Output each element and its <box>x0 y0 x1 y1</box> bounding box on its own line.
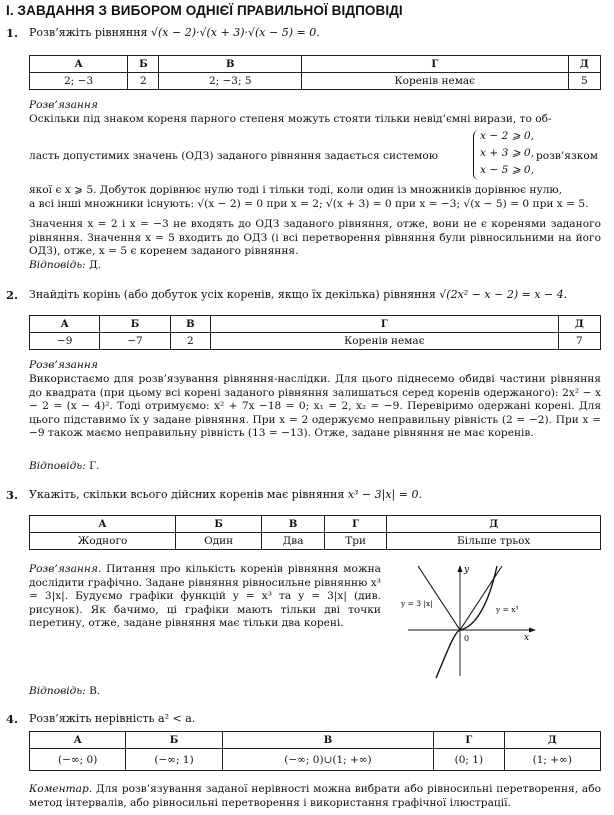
question-4-number: 4. <box>6 712 19 726</box>
x-axis-label: x <box>524 633 530 643</box>
origin-label: 0 <box>464 634 470 643</box>
q1-option-v[interactable]: 2; −3; 5 <box>159 73 302 90</box>
option-header-d: Д <box>387 516 601 533</box>
q3-option-a[interactable]: Жодного <box>30 533 176 550</box>
option-header-d: Д <box>504 732 600 749</box>
q4-comment-label: Коментар. <box>29 783 93 795</box>
q3-graph <box>400 560 550 680</box>
question-3-equation: x³ − 3|x| = 0. <box>347 488 422 501</box>
option-header-h: Г <box>302 56 569 73</box>
q4-comment <box>29 783 601 810</box>
y-axis-arrow-icon <box>458 565 463 572</box>
option-header-d: Д <box>568 56 600 73</box>
option-header-v: В <box>159 56 302 73</box>
q3-answer-label: Відповідь: <box>29 685 86 697</box>
option-header-h: Г <box>324 516 387 533</box>
option-header-b: Б <box>126 732 222 749</box>
q1-option-b[interactable]: 2 <box>128 73 159 90</box>
q4-option-h[interactable]: (0; 1) <box>434 749 504 771</box>
question-1-options-table <box>29 55 601 90</box>
q1-option-h[interactable]: Коренів немає <box>302 73 569 90</box>
y-axis-label: y <box>464 565 470 575</box>
question-3-number: 3. <box>6 488 19 502</box>
q3-answer-value: В. <box>89 685 101 697</box>
q2-solution-label: Розв’язання <box>29 359 98 371</box>
q4-option-d[interactable]: (1; +∞) <box>504 749 600 771</box>
q2-option-v[interactable]: 2 <box>170 333 210 350</box>
q1-solution-p2b: розв’язком <box>536 150 598 162</box>
option-header-b: Б <box>128 56 159 73</box>
q3-solution-body: Питання про кількість коренів рівняння можна дослідити графічно. Задане рівняння рівносильне рівнянню x³ = 3|x|. Будуємо графіки функцій y = x³ та y = 3|x| (див. рисунок). Як бачимо, ці графіки мають тільки дві точки перетину, отже, задане рівняння має тільки два корені. <box>29 563 381 629</box>
q3-option-d[interactable]: Більше трьох <box>387 533 601 550</box>
q2-option-d[interactable]: 7 <box>558 333 600 350</box>
q1-answer <box>29 259 601 273</box>
cubic-curve <box>436 566 497 678</box>
option-header-a: А <box>30 516 176 533</box>
q2-solution-body: Використаємо для розв’язування рівняння-наслідки. Для цього піднесемо обидві частини рівняння до квадрата (при цьому всі корені заданого рівняння залишаться серед коренів одержаного): 2x² − x − 2 = (x − 4)². Тоді отримуємо: x² + 7x −18 = 0; x₁ = 2, x₂ = −9. Перевіримо одержані корені. Для цього підставимо їх у задане рівняння. При x = 2 одержуємо неправильну рівність (2 = −2). При x = −9 також маємо неправильну рівність (13 = −13). Отже, задане рівняння не має коренів. <box>29 373 601 439</box>
question-1-number: 1. <box>6 26 19 40</box>
q1-solution-p5: Значення x = 2 і x = −3 не входять до ОДЗ заданого рівняння, отже, вони не є коренями заданого рівняння. Значення x = 5 входить до ОДЗ (і всі перетворення рівняння були рівносильними на його ОДЗ), отже, x = 5 є коренем заданого рівняння. <box>29 218 601 257</box>
q3-option-h[interactable]: Три <box>324 533 387 550</box>
option-header-a: А <box>30 316 100 333</box>
system-line-1: x − 2 ⩾ 0, <box>480 130 535 142</box>
question-3-options-table <box>29 515 601 550</box>
q2-option-b[interactable]: −7 <box>100 333 170 350</box>
q1-system <box>480 128 534 179</box>
system-line-3: x − 5 ⩾ 0, <box>480 164 535 176</box>
question-1-text <box>29 26 320 40</box>
question-4-options-table <box>29 731 601 771</box>
q4-option-a[interactable]: (−∞; 0) <box>30 749 126 771</box>
q1-solution-label: Розв’язання <box>29 99 98 111</box>
question-3-prompt: Укажіть, скільки всього дійсних коренів має рівняння <box>29 488 345 501</box>
option-header-v: В <box>222 732 433 749</box>
q4-option-b[interactable]: (−∞; 1) <box>126 749 222 771</box>
q1-answer-label: Відповідь: <box>29 259 86 271</box>
q3-answer <box>29 685 601 699</box>
x-axis-arrow-icon <box>529 628 536 633</box>
cubic-curve-label: y = x³ <box>496 605 519 614</box>
question-2-number: 2. <box>6 288 19 302</box>
abs-curve-label: y = 3 |x| <box>401 599 433 608</box>
question-2-text <box>29 288 567 302</box>
question-2-prompt: Знайдіть корінь (або добуток усіх коренів, якщо їх декілька) рівняння <box>29 288 436 301</box>
q1-solution-p2a: ласть допустимих значень (ОДЗ) заданого рівняння задається системою <box>29 150 438 162</box>
option-header-a: А <box>30 732 126 749</box>
q4-option-v[interactable]: (−∞; 0)∪(1; +∞) <box>222 749 433 771</box>
system-line-2: x + 3 ⩾ 0, <box>480 147 535 159</box>
option-header-v: В <box>170 316 210 333</box>
q4-comment-body: Для розв’язування заданої нерівності можна вибрати або рівносильні перетворення, або метод інтервалів, або рівносильні перетворення і використання графічної ілюстрації. <box>29 783 601 809</box>
q2-answer-label: Відповідь: <box>29 460 86 472</box>
q3-solution-label: Розв’язання. <box>29 563 102 575</box>
q3-option-v[interactable]: Два <box>262 533 324 550</box>
section-title: I. ЗАВДАННЯ З ВИБОРОМ ОДНІЄЇ ПРАВИЛЬНОЇ ВІДПОВІДІ <box>6 3 403 18</box>
q1-solution-p1: Оскільки під знаком кореня парного степеня можуть стояти тільки невід’ємні вирази, то об- <box>29 113 552 125</box>
q1-solution-p4: а всі інші множники існують: √(x − 2) = 0 при x = 2; √(x + 3) = 0 при x = −3; √(x − 5) = 0 при x = 5. <box>29 198 589 210</box>
q3-option-b[interactable]: Один <box>175 533 262 550</box>
option-header-h: Г <box>210 316 558 333</box>
question-1-prompt: Розв’яжіть рівняння <box>29 26 148 39</box>
q1-solution-p3: якої є x ⩾ 5. Добуток дорівнює нулю тоді і тільки тоді, коли один із множників дорівнює нулю, <box>29 184 563 196</box>
option-header-d: Д <box>558 316 600 333</box>
question-2-equation: √(2x² − x − 2) = x − 4. <box>439 288 568 301</box>
q1-option-a[interactable]: 2; −3 <box>30 73 128 90</box>
question-1-equation: √(x − 2)·√(x + 3)·√(x − 5) = 0. <box>151 26 320 39</box>
q2-option-h[interactable]: Коренів немає <box>210 333 558 350</box>
option-header-v: В <box>262 516 324 533</box>
question-2-options-table <box>29 315 601 350</box>
system-brace <box>473 130 479 180</box>
option-header-b: Б <box>175 516 262 533</box>
q3-solution <box>29 563 381 631</box>
q2-answer <box>29 460 601 474</box>
q2-answer-value: Г. <box>89 460 100 472</box>
question-4-text: Розв’яжіть нерівність a² < a. <box>29 712 196 725</box>
q1-option-d[interactable]: 5 <box>568 73 600 90</box>
q1-answer-value: Д. <box>89 259 102 271</box>
q2-option-a[interactable]: −9 <box>30 333 100 350</box>
option-header-h: Г <box>434 732 504 749</box>
option-header-a: А <box>30 56 128 73</box>
question-3-text <box>29 488 422 502</box>
option-header-b: Б <box>100 316 170 333</box>
